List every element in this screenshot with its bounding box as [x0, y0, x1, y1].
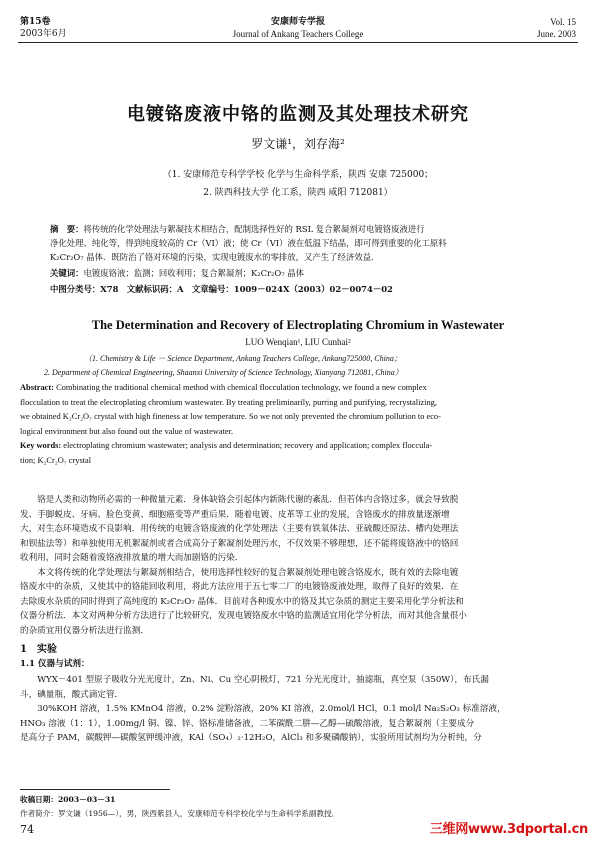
body-line: 去除废水杂质的同时得到了高纯度的 K₂Cr₂O₇ 晶体．目前对各种废水中的铬及其它杂质的测定主要采用化学分析法和 [20, 596, 464, 607]
abstract-cn-line: 净化处理、纯化等，得到纯度较高的 Cr（VI）液；使 Cr（VI）液在低温下结晶，即可得到重要的化工原料 [50, 238, 447, 248]
keywords-en-label: Key words: [20, 441, 62, 450]
body-line: WYX－401 型原子吸收分光光度计，Zn、Ni、Cu 空心阴极灯，721 分光光度计，抽滤瓶，真空泵（350W），布氏漏 [20, 675, 489, 685]
keywords-cn-label: 关键词： [50, 268, 84, 278]
classification-line: 中图分类号：X78 文献标识码：A 文章编号：1009－024X（2003）02－0074－02 [50, 284, 393, 294]
body-line: 斗，碘量瓶，酸式滴定管． [20, 689, 124, 700]
header-volume-en: Vol. 15 [550, 17, 576, 27]
body-line: 铬废水中的杂质，又使其中的铬能回收利用，将此方法应用于五七零二厂的电镀铬废液处理，取得了良好的效果．在 [20, 582, 459, 592]
body-line: 是高分子 PAM，碳酸钾—碳酸氢钾缓冲液，KAl（SO₄）₂·12H₂O，AlCl₃ 和多聚磷酸钠），实验所用试剂均为分析纯，分 [20, 733, 482, 743]
section-heading: 1 实验 [20, 644, 57, 655]
body-line: 大，对生态环境造成不良影响．用传统的电镀含铬废液的化学处理法（主要有铁氧体法、亚硫酸还原法、槽内处理法 [20, 524, 459, 534]
abstract-en-text: Combinating the traditional chemical method with chemical flocculation technology, we found a new complex [53, 383, 427, 392]
keywords-cn [50, 266, 546, 280]
body-line: 仪器分析法．本文对两种分析方法进行了比较研究，发现电镀铬废水中铬的监测适宜用化学分析法，而对其他含量很小 [20, 611, 467, 621]
affiliation-en-2: 2. Department of Chemical Engineering, Shaanxi University of Science Technology, Xianyang 712081, China） [44, 368, 403, 377]
abstract-en-line: we obtained K₂Cr₂O₇ crystal with high fineness at low temperature. So we not only prevented the chromium pollution to eco- [20, 412, 441, 421]
abstract-cn-label: 摘 要： [50, 224, 84, 234]
body-line: 发、手脚蜕皮、牙病、脸色变黄、细胞癌变等严重后果．随着电镀、皮革等工业的发展，含铬废水的排放量逐渐增 [20, 509, 450, 520]
keywords-en-line: tion; K₂Cr₂O₇ crystal [20, 455, 92, 465]
footnote-rule [20, 789, 170, 790]
header-rule [18, 42, 578, 43]
subsection-heading: 1.1 仪器与试剂： [20, 659, 90, 669]
body-line: HNO₃ 溶液（1：1），1.00mg/l 铜、镍、锌、铬标准储备液，二苯碳酰二肼—乙醇—硫酸溶液，复合絮凝剂（主要成分 [20, 718, 475, 729]
abstract-cn [50, 222, 546, 264]
body-line: 的杂质宜用仪器分析法进行监测． [20, 625, 149, 636]
body-line: 铬是人类和动物所必需的一种微量元素．身体缺铬会引起体内新陈代谢的紊乱．但若体内含铬过多，就会导致脱 [20, 495, 459, 505]
abstract-en [20, 381, 576, 468]
abstract-en-line: logical environment but also found out the value of wastewater. [20, 426, 234, 436]
header-journal-cn: 安康师专学报 [270, 17, 325, 27]
header-volume-cn: 第15卷 [20, 17, 51, 27]
body-line: 本文将传统的化学处理法与絮凝剂相结合，使用选择性较好的复合絮凝剂处理电镀含铬废水，既有效的去除电镀 [20, 567, 459, 578]
keywords-en-line [20, 439, 576, 454]
page-number: 74 [20, 823, 34, 836]
keywords-en-text: electroplating chromium wastewater; analysis and determination; recovery and application; complex floccula- [61, 441, 433, 450]
abstract-cn-line: K₂Cr₂O₇ 晶体．既防治了铬对环境的污染，实现电镀废水的零排放，又产生了经济效益． [50, 252, 380, 262]
affiliation-en-1: （1. Chemistry & Life － Science Department, Ankang Teachers College, Ankang725000, China； [84, 354, 402, 363]
affiliation-cn-2: 2. 陕西科技大学 化工系，陕西 咸阳 712081） [203, 188, 393, 198]
abstract-en-line [20, 381, 576, 396]
experiment-body [20, 673, 576, 746]
watermark-text: 三维网www.3dportal.cn [429, 822, 588, 837]
paper-title-cn: 电镀铬废液中铬的监测及其处理技术研究 [127, 104, 469, 125]
header-journal-en: Journal of Ankang Teachers College [232, 29, 364, 39]
footnote-received: 收稿日期：2003－03－31 [20, 795, 116, 804]
header-date-cn: 2003年6月 [20, 29, 67, 39]
footnote-bio: 作者简介：罗文谦（1956—），男，陕西紫县人，安康师范专科学校化学与生命科学系副教授． [20, 809, 340, 818]
authors-cn: 罗文谦¹，刘存海² [251, 137, 345, 151]
abstract-cn-text: 将传统的化学处理法与絮凝技术相结合，配制选择性好的 RSL 复合絮凝剂对电镀铬废液进行 [83, 224, 425, 234]
authors-en: LUO Wenqian¹, LIU Cunhai² [245, 337, 351, 347]
body-line: 和钡盐法等）和单独使用无机絮凝剂或者合成高分子絮凝剂处理污水，不仅效果不够理想，还不能将废铬液中的铬回 [20, 538, 459, 549]
paper-title-en: The Determination and Recovery of Electroplating Chromium in Wastewater [91, 318, 505, 332]
abstract-en-line: flocculation to treat the electroplating chromium wastewater. By treating preliminarily, purring and purifying, recrystalizing, [20, 397, 437, 407]
abstract-en-label: Abstract: [20, 383, 54, 392]
body-line: 收利用，同时会随着废铬液排放量的增大而加剧铬的污染． [20, 553, 244, 563]
body-line: 30%KOH 溶液，1.5% KMnO4 溶液，0.2% 淀粉溶液，20% KI 溶液，2.0mol/l HCl，0.1 mol/l Na₂S₂O₃ 标准溶液， [20, 704, 506, 714]
keywords-cn-text: 电镀废铬液；监测；回收利用；复合絮凝剂；K₂Cr₂O₇ 晶体 [83, 268, 305, 278]
affiliation-cn-1: （1. 安康师范专科学学校 化学与生命科学系，陕西 安康 725000； [162, 170, 434, 180]
intro-body [20, 493, 576, 638]
header-date-en: June. 2003 [537, 29, 576, 39]
abstract-cn-line [50, 222, 546, 236]
